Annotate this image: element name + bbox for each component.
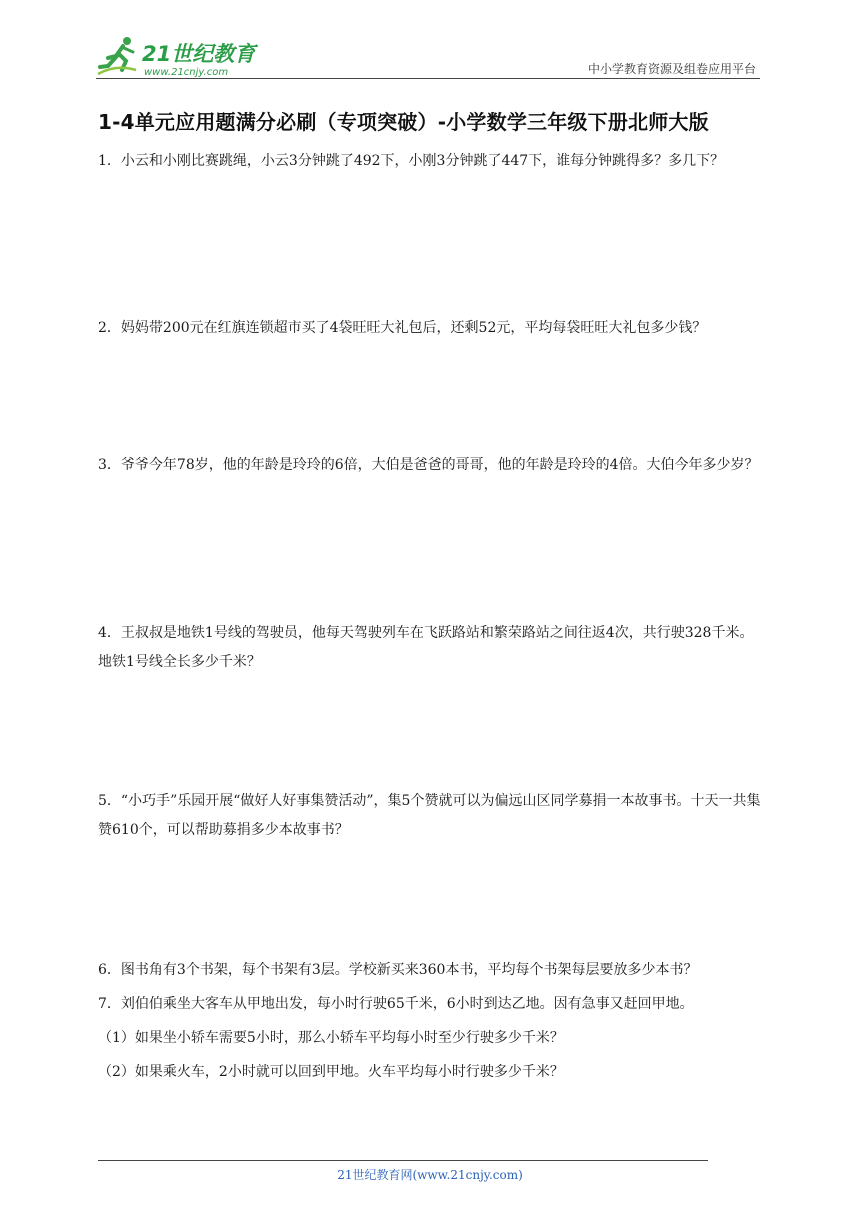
question-7-part-2: （2）如果乘火车，2小时就可以回到甲地。火车平均每小时行驶多少千米？ xyxy=(98,1064,564,1080)
question-3: 3．爷爷今年78岁，他的年龄是玲玲的6倍，大伯是爸爸的哥哥，他的年龄是玲玲的4倍。大伯今年多少岁？ xyxy=(98,457,759,473)
page-title: 1-4单元应用题满分必刷（专项突破）-小学数学三年级下册北师大版 xyxy=(98,110,709,134)
runner-icon xyxy=(98,37,136,74)
logo-main-text: 21世纪教育 xyxy=(142,42,256,66)
platform-name: 中小学教育资源及组卷应用平台 xyxy=(587,62,756,76)
question-1: 1．小云和小刚比赛跳绳，小云3分钟跳了492下，小刚3分钟跳了447下，谁每分钟跳得多？多几下？ xyxy=(98,153,725,169)
question-6: 6．图书角有3个书架，每个书架有3层。学校新买来360本书，平均每个书架每层要放多少本书？ xyxy=(98,962,698,978)
logo-sub-text: www.21cnjy.com xyxy=(144,67,229,78)
question-7: 7．刘伯伯乘坐大客车从甲地出发，每小时行驶65千米，6小时到达乙地。因有急事又赶回甲地。 xyxy=(98,996,694,1012)
question-2: 2．妈妈带200元在红旗连锁超市买了4袋旺旺大礼包后，还剩52元，平均每袋旺旺大礼包多少钱？ xyxy=(98,320,707,336)
footer-link[interactable]: 21世纪教育网(www.21cnjy.com) xyxy=(337,1168,523,1182)
footer-divider xyxy=(98,1160,708,1161)
header-divider xyxy=(96,78,760,79)
question-5: 5．“小巧手”乐园开展“做好人好事集赞活动”，集5个赞就可以为偏远山区同学募捐一本故事书。十天一共集赞610个，可以帮助募捐多少本故事书？ xyxy=(98,793,761,838)
question-7-part-1: （1）如果坐小轿车需要5小时，那么小轿车平均每小时至少行驶多少千米？ xyxy=(98,1030,564,1046)
question-4: 4．王叔叔是地铁1号线的驾驶员，他每天驾驶列车在飞跃路站和繁荣路站之间往返4次，共行驶328千米。地铁1号线全长多少千米？ xyxy=(98,625,754,670)
site-logo xyxy=(96,34,266,80)
